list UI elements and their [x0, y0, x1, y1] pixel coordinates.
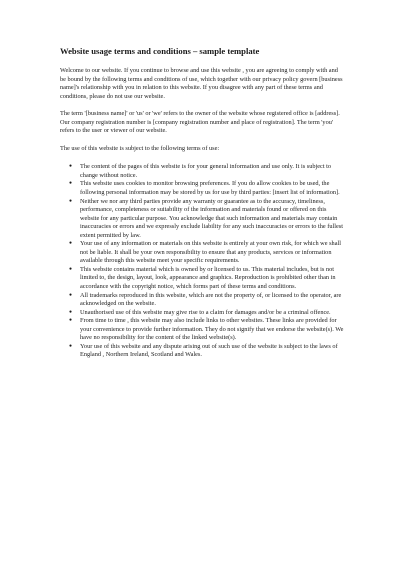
definition-paragraph: The term '[business name]' or 'us' or 'we' refers to the owner of the website whose registered office is [address]. Our company registration number is [company registration number and place of registration]. The term 'you' refers to the user or viewer of our website. [60, 110, 340, 135]
intro-paragraph: Welcome to our website. If you continue to browse and use this website , you are agreeing to comply with and be bound by the following terms and conditions of use, which together with our privacy policy govern [business name]'s relationship with you in relation to this website. If you disagree with any part of these terms and conditions, please do not use our website. [60, 67, 343, 100]
document-body [60, 46, 345, 360]
terms-intro: The use of this website is subject to the following terms of use: [60, 144, 220, 152]
term-item: ● The content of the pages of this website is for your general information and use only. It is subject to change without notice. [60, 163, 345, 180]
term-item: ● Neither we nor any third parties provide any warranty or guarantee as to the accuracy, timeliness, performance, completeness or suitability of the information and materials found or offered on this website for any particular purpose. You acknowledge that such information and materials may contain inaccuracies or errors and we expressly exclude liability for any such inaccuracies or errors to the fullest extent permitted by law. [60, 198, 345, 241]
term-item: ● From time to time , this website may also include links to other websites. These links are provided for your convenience to provide further information. They do not signify that we endorse the website(s). We have no responsibility for the content of the linked website(s). [60, 317, 345, 343]
term-item: ● Your use of any information or materials on this website is entirely at your own risk, for which we shall not be liable. It shall be your own responsibility to ensure that any products, services or information available through this website meet your specific requirements. [60, 240, 345, 266]
term-item: ● Your use of this website and any dispute arising out of such use of the website is subject to the laws of England , Northern Ireland, Scotland and Wales. [60, 343, 345, 360]
document-title: Website usage terms and conditions – sample template [60, 46, 260, 56]
term-item: ● All trademarks reproduced in this website, which are not the property of, or licensed to the operator, are acknowledged on the website. [60, 292, 345, 309]
term-item: ● This website uses cookies to monitor browsing preferences. If you do allow cookies to be used, the following personal information may be stored by us for use by third parties: [insert list of information]. [60, 180, 345, 197]
term-item: ● This website contains material which is owned by or licensed to us. This material includes, but is not limited to, the design, layout, look, appearance and graphics. Reproduction is prohibited other than in accordance with the copyright notice, which forms part of these terms and conditions. [60, 266, 345, 292]
terms-list [60, 163, 345, 360]
term-item: ● Unauthorised use of this website may give rise to a claim for damages and/or be a criminal offence. [60, 309, 345, 318]
